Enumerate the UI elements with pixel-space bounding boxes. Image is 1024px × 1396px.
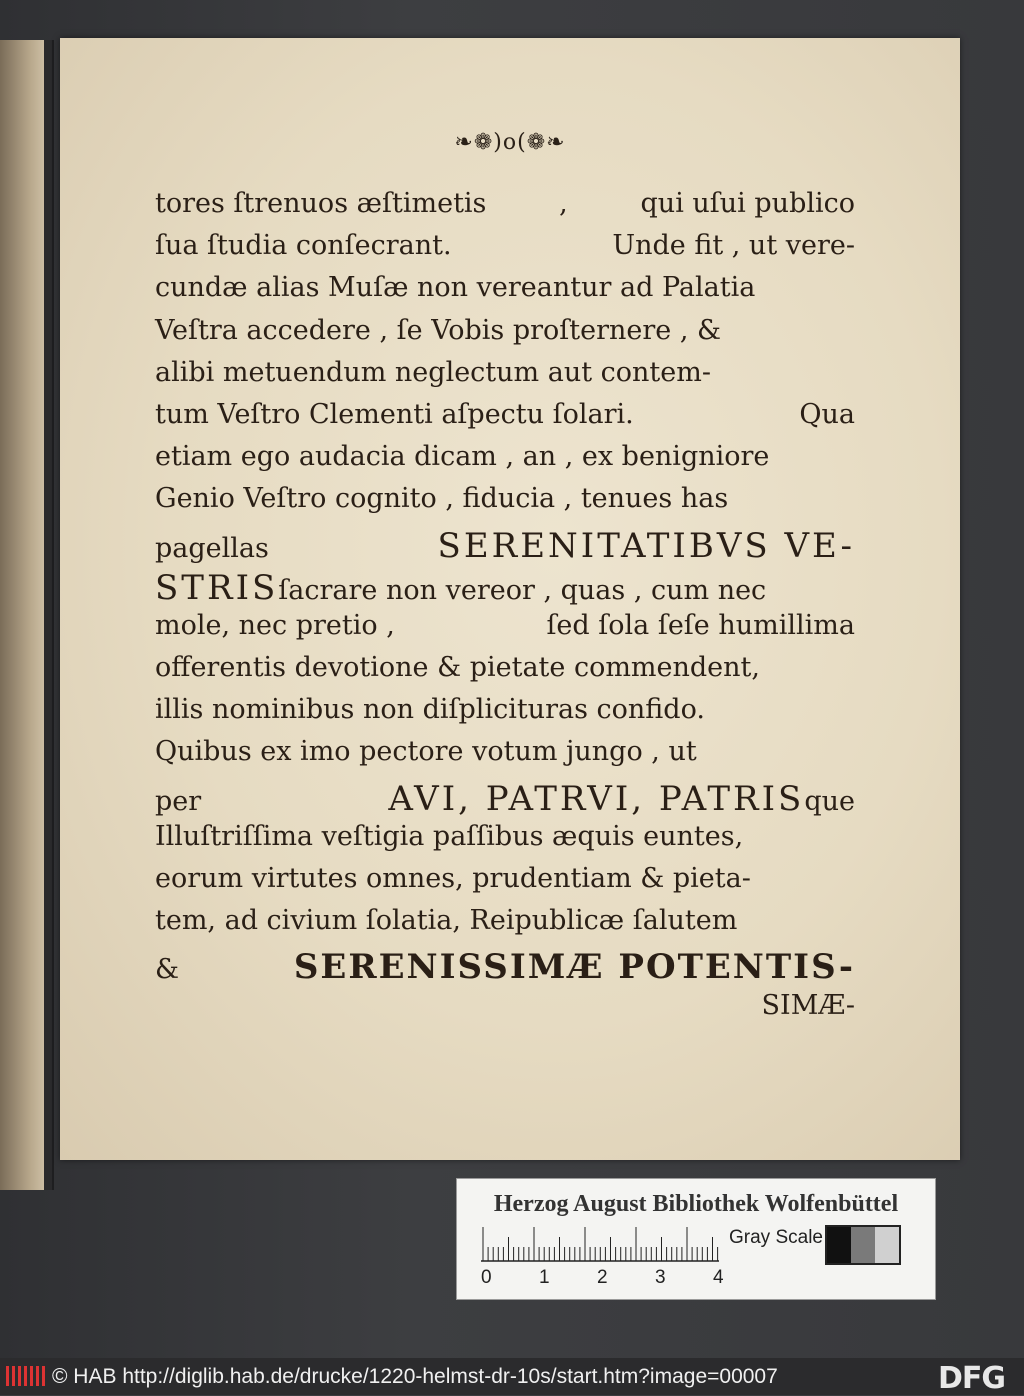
gray-swatch <box>827 1227 851 1263</box>
gray-scale-swatch <box>825 1225 901 1265</box>
text-segment: illis nominibus non diſplicituras confido. <box>155 694 705 726</box>
text-line <box>155 610 855 652</box>
text-line <box>155 947 855 989</box>
text-segment: ſed ſola ſeſe humillima <box>546 609 855 641</box>
text-segment: pagellas <box>155 532 269 564</box>
text-segment: cundæ alias Muſæ non vereantur ad Palatia <box>155 272 756 304</box>
text-segment: que <box>804 785 855 817</box>
ruler-number: 4 <box>713 1267 724 1288</box>
text-line <box>155 441 855 483</box>
ruler-number: 1 <box>539 1267 550 1288</box>
text-segment: per <box>155 785 202 817</box>
text-segment: SERENISSIMÆ POTENTIS- <box>293 947 855 988</box>
text-line <box>155 230 855 272</box>
text-segment: & <box>155 954 180 986</box>
barcode-logo-icon <box>6 1364 46 1388</box>
mixed-line <box>155 526 855 566</box>
ruler-scale-numbers <box>477 1267 727 1289</box>
library-name: Herzog August Bibliothek Wolfenbüttel <box>493 1191 899 1217</box>
mixed-line <box>155 947 855 987</box>
text-segment: Veſtra accedere , ſe Vobis proſternere , & <box>155 314 722 346</box>
text-segment: tem, ad civium ſolatia, Reipublicæ ſalutem <box>155 905 738 937</box>
source-url[interactable]: © HAB http://diglib.hab.de/drucke/1220-helmst-dr-10s/start.htm?image=00007 <box>52 1365 778 1388</box>
gray-scale-label: Gray Scale <box>729 1227 823 1248</box>
text-segment: ſacrare non vereor , quas , cum nec <box>278 574 767 606</box>
text-line <box>155 652 855 694</box>
mixed-line <box>155 779 855 819</box>
text-line <box>155 399 855 441</box>
body-text <box>155 188 855 1032</box>
text-line <box>155 526 855 568</box>
mixed-line <box>155 568 855 608</box>
text-segment: SERENITATIBVS VE- <box>437 525 855 566</box>
text-line <box>155 863 855 905</box>
page-gutter <box>44 40 52 1190</box>
text-segment: alibi metuendum neglectum aut contem- <box>155 356 711 388</box>
ornament-header: ❧❁)o(❁❧ <box>454 130 566 155</box>
ruler-number: 3 <box>655 1267 666 1288</box>
text-segment: offerentis devotione & pietate commendent, <box>155 652 760 684</box>
text-segment: , <box>559 188 568 219</box>
text-segment: AVI, PATRVI, PATRIS <box>388 778 805 819</box>
ruler-number: 2 <box>597 1267 608 1288</box>
text-segment: STRIS <box>155 567 279 608</box>
text-segment: Quibus ex imo pectore votum jungo , ut <box>155 736 697 768</box>
document-page <box>60 38 960 1160</box>
text-segment: eorum virtutes omnes, prudentiam & pieta- <box>155 863 751 894</box>
text-line <box>155 694 855 736</box>
text-line <box>155 905 855 947</box>
caps-group <box>388 779 855 819</box>
text-line <box>155 821 855 863</box>
text-segment: Genio Veſtro cognito , fiducia , tenues has <box>155 483 729 515</box>
viewer-footer <box>0 1358 1024 1395</box>
text-line <box>155 272 855 314</box>
text-line <box>155 188 855 230</box>
text-line <box>155 483 855 525</box>
text-segment: ſua ſtudia conſecrant. <box>155 230 452 262</box>
caps-group <box>155 568 766 608</box>
text-line <box>155 315 855 357</box>
text-line <box>155 990 855 1032</box>
text-segment: Unde fit , ut vere- <box>612 230 855 262</box>
text-segment: tum Veſtro Clementi aſpectu ſolari. <box>155 398 634 430</box>
text-segment: tores ſtrenuos æſtimetis <box>155 188 487 219</box>
measurement-ruler <box>481 1225 719 1263</box>
library-label-card <box>456 1178 936 1300</box>
text-line <box>155 736 855 778</box>
gray-swatch <box>875 1227 899 1263</box>
text-segment: etiam ego audacia dicam , an , ex benigniore <box>155 441 770 473</box>
ruler-number: 0 <box>481 1267 492 1288</box>
text-segment: qui uſui publico <box>640 188 855 219</box>
text-line <box>155 357 855 399</box>
gray-swatch <box>851 1227 875 1263</box>
text-line <box>155 568 855 610</box>
text-segment: Illuſtriſſima veſtigia paſſibus æquis euntes, <box>155 820 744 852</box>
text-segment: SIMÆ- <box>761 989 855 1021</box>
text-segment: Qua <box>799 398 855 430</box>
dfg-logo: DFG <box>938 1361 1006 1396</box>
text-line <box>155 779 855 821</box>
text-segment: mole, nec pretio , <box>155 609 395 641</box>
